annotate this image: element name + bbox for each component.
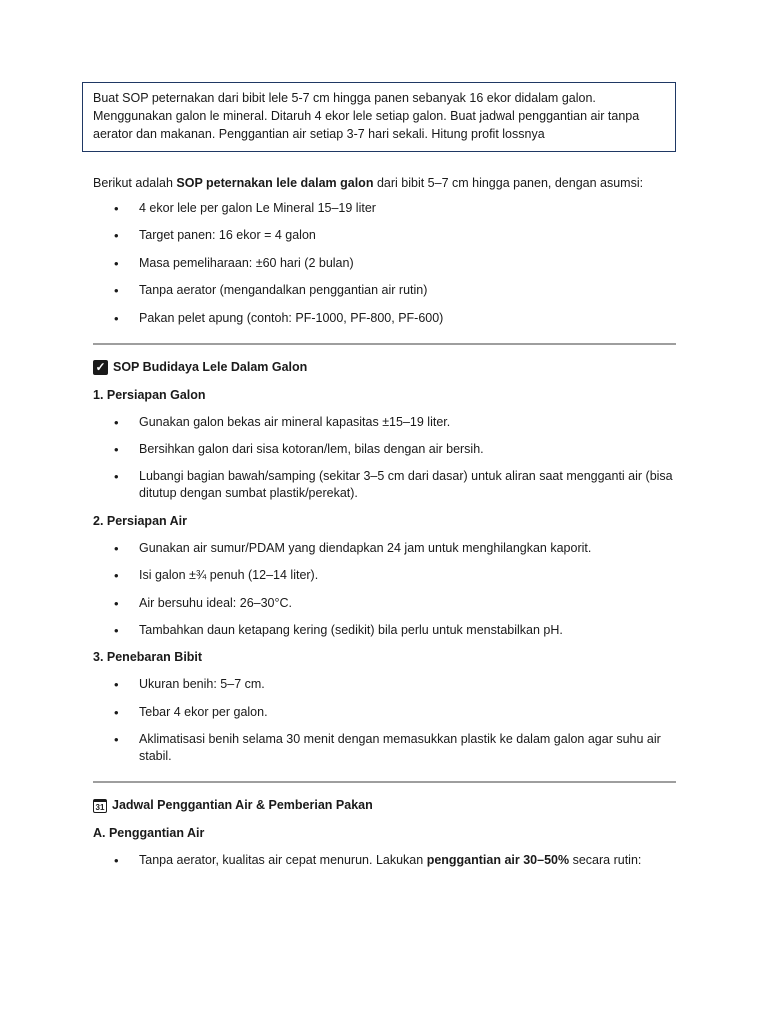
list-item: • Lubangi bagian bawah/samping (sekitar 3–5 cm dari dasar) untuk aliran saat mengganti air (bisa ditutup dengan sumbat plastik/perekat). (93, 468, 683, 502)
intro-prefix: Berikut adalah (93, 176, 177, 190)
item-suffix: secara rutin: (569, 853, 642, 868)
list-item: • Air bersuhu ideal: 26–30°C. (93, 595, 683, 612)
persiapan-galon-list (93, 414, 683, 503)
divider (93, 343, 676, 345)
list-item: • Gunakan galon bekas air mineral kapasitas ±15–19 liter. (93, 414, 683, 431)
list-item: • Tambahkan daun ketapang kering (sedikit) bila perlu untuk menstabilkan pH. (93, 622, 683, 639)
intro-suffix: dari bibit 5–7 cm hingga panen, dengan asumsi: (373, 176, 644, 190)
list-item: • Bersihkan galon dari sisa kotoran/lem, bilas dengan air bersih. (93, 441, 683, 458)
intro-paragraph (93, 175, 683, 192)
section-title-jadwal (93, 797, 683, 814)
prompt-line: aerator dan makanan. Penggantian air setiap 3-7 hari sekali. Hitung profit lossnya (93, 127, 545, 141)
list-item: • Ukuran benih: 5–7 cm. (93, 676, 683, 693)
item-prefix: Tanpa aerator, kualitas air cepat menurun. Lakukan (139, 853, 427, 868)
penggantian-air-list (93, 852, 683, 869)
penebaran-bibit-list (93, 676, 683, 765)
subheading-penggantian-air: A. Penggantian Air (93, 826, 205, 841)
prompt-line: Menggunakan galon le mineral. Ditaruh 4 ekor lele setiap galon. Buat jadwal penggantian air tanpa (93, 109, 640, 123)
check-icon: ✓ (93, 360, 108, 375)
list-item (93, 852, 683, 869)
calendar-icon: 31 (93, 799, 107, 813)
prompt-line: Buat SOP peternakan dari bibit lele 5-7 cm hingga panen sebanyak 16 ekor didalam galon. (93, 91, 596, 105)
section-title-text: SOP Budidaya Lele Dalam Galon (113, 359, 308, 374)
list-item: • Isi galon ±¾ penuh (12–14 liter). (93, 567, 683, 584)
prompt-box (82, 82, 676, 152)
list-item: • Masa pemeliharaan: ±60 hari (2 bulan) (93, 255, 683, 272)
persiapan-air-list (93, 540, 683, 639)
divider (93, 781, 676, 783)
section-title-sop (93, 359, 683, 376)
subheading-persiapan-galon: 1. Persiapan Galon (93, 387, 206, 402)
subheading-penebaran-bibit: 3. Penebaran Bibit (93, 650, 203, 665)
list-item: • Gunakan air sumur/PDAM yang diendapkan 24 jam untuk menghilangkan kaporit. (93, 540, 683, 557)
list-item: • Tebar 4 ekor per galon. (93, 704, 683, 721)
section-title-text: Jadwal Penggantian Air & Pemberian Pakan (112, 798, 373, 813)
response-content (93, 175, 683, 879)
assumptions-list (93, 200, 683, 327)
item-bold: penggantian air 30–50% (426, 853, 570, 868)
list-item: • Aklimatisasi benih selama 30 menit dengan memasukkan plastik ke dalam galon agar suhu air stabil. (93, 731, 683, 765)
subheading-persiapan-air: 2. Persiapan Air (93, 513, 188, 528)
list-item: • Pakan pelet apung (contoh: PF-1000, PF-800, PF-600) (93, 310, 683, 327)
intro-bold: SOP peternakan lele dalam galon (176, 176, 374, 190)
list-item: • 4 ekor lele per galon Le Mineral 15–19 liter (93, 200, 683, 217)
list-item: • Tanpa aerator (mengandalkan penggantian air rutin) (93, 282, 683, 299)
list-item: • Target panen: 16 ekor = 4 galon (93, 227, 683, 244)
